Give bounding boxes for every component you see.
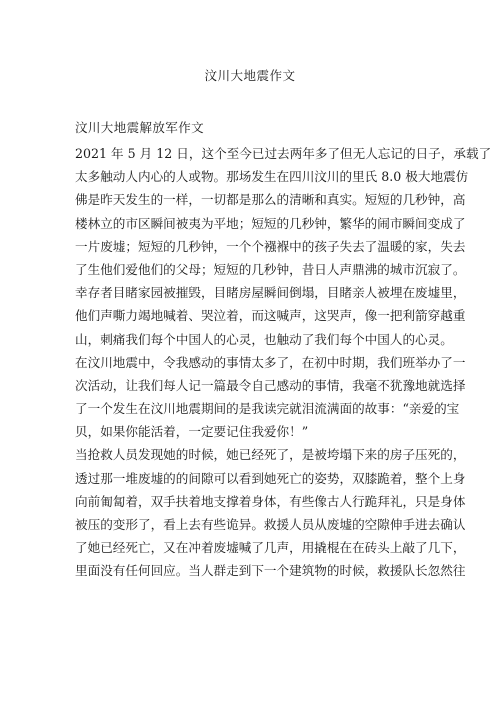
body-text-line: 被压的变形了，看上去有些诡异。救援人员从废墟的空隙伸手进去确认 bbox=[75, 517, 466, 532]
body-text-line: 了她已经死亡，又在冲着废墟喊了几声，用撬棍在在砖头上敲了几下， bbox=[75, 540, 466, 556]
body-text-line: 贝，如果你能活着，一定要记住我爱你！” bbox=[75, 424, 309, 440]
body-text-line: 里面没有任何回应。当人群走到下一个建筑物的时候，救援队长忽然往 bbox=[75, 563, 466, 579]
body-text-line: 了一个发生在汶川地震期间的是我读完就泪流满面的故事：“亲爱的宝 bbox=[75, 401, 460, 417]
body-text-line: 向前匍匐着，双手扶着地支撑着身体，有些像古人行跪拜礼，只是身体 bbox=[75, 493, 466, 509]
document-title: 汶川大地震作文 bbox=[204, 68, 296, 83]
document-body bbox=[75, 142, 492, 579]
body-text-line: 幸存者目睹家园被摧毁，目睹房屋瞬间倒塌，目睹亲人被埋在废墟里， bbox=[75, 285, 466, 301]
body-text-line: 当抢救人员发现她的时候，她已经死了，是被垮塌下来的房子压死的， bbox=[75, 447, 466, 463]
body-text-line: 佛是昨天发生的一样，一切都是那么的清晰和真实。短短的几秒钟，高 bbox=[75, 192, 466, 208]
document-subtitle: 汶川大地震解放军作文 bbox=[75, 120, 205, 135]
body-text-line: 2021 年 5 月 12 日，这个至今已过去两年多了但无人忘记的日子，承载了 bbox=[75, 146, 492, 161]
body-text-line: 透过那一堆废墟的的间隙可以看到她死亡的姿势，双膝跪着，整个上身 bbox=[75, 470, 466, 486]
body-text-line: 太多触动人内心的人或物。那场发生在四川汶川的里氏 8.0 极大地震仿 bbox=[75, 169, 469, 185]
body-text-line: 他们声嘶力竭地喊着、哭泣着，而这喊声，这哭声，像一把利箭穿越重 bbox=[75, 308, 466, 324]
body-text-line: 了生他们爱他们的父母；短短的几秒钟，昔日人声鼎沸的城市沉寂了。 bbox=[75, 261, 466, 277]
body-text-line: 楼林立的市区瞬间被夷为平地；短短的几秒钟，繁华的闹市瞬间变成了 bbox=[75, 215, 466, 231]
body-text-line: 山，刺痛我们每个中国人的心灵，也触动了我们每个中国人的心灵。 bbox=[75, 331, 453, 347]
body-text-line: 一片废墟；短短的几秒钟，一个个襁褓中的孩子失去了温暖的家，失去 bbox=[75, 238, 466, 254]
body-text-line: 次活动，让我们每人记一篇最令自己感动的事情，我毫不犹豫地就选择 bbox=[75, 377, 466, 393]
body-text-line: 在汶川地震中，令我感动的事情太多了，在初中时期，我们班举办了一 bbox=[75, 354, 466, 370]
